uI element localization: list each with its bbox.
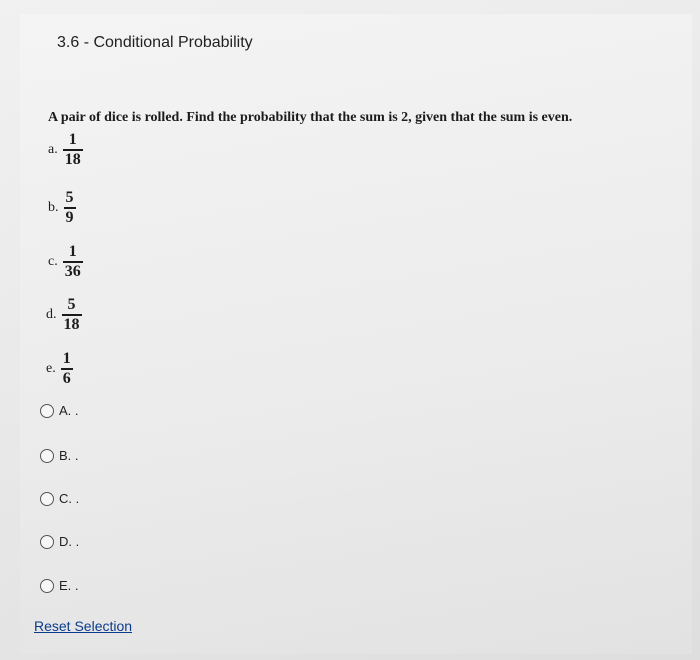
fraction-denominator: 36 — [64, 262, 81, 280]
option-label[interactable]: B. . — [59, 448, 79, 463]
radio-button[interactable] — [40, 579, 54, 593]
choice-d — [46, 297, 82, 333]
radio-button[interactable] — [40, 535, 54, 549]
fraction-numerator: 5 — [67, 296, 76, 313]
radio-button[interactable] — [40, 449, 54, 463]
reset-selection-link[interactable]: Reset Selection — [34, 618, 133, 634]
option-label[interactable]: E. . — [59, 578, 79, 593]
choice-letter: a. — [48, 141, 58, 157]
radio-button[interactable] — [40, 492, 54, 506]
choice-b — [48, 190, 76, 226]
fraction — [62, 297, 82, 333]
option-label[interactable]: A. . — [59, 403, 79, 418]
fraction-numerator: 1 — [68, 243, 77, 260]
radio-button[interactable] — [40, 404, 54, 418]
choice-c — [48, 244, 83, 280]
question-text: A pair of dice is rolled. Find the probability that the sum is 2, given that the sum is even. — [48, 110, 573, 125]
option-a[interactable] — [40, 403, 79, 418]
option-d[interactable] — [40, 534, 79, 549]
option-c[interactable] — [40, 491, 79, 506]
fraction — [61, 351, 73, 387]
fraction — [63, 244, 83, 280]
fraction-numerator: 1 — [62, 350, 71, 367]
fraction — [64, 190, 76, 226]
choice-e — [46, 351, 73, 387]
choice-letter: c. — [48, 253, 58, 269]
choice-letter: e. — [46, 360, 56, 376]
fraction-denominator: 18 — [64, 150, 81, 168]
fraction-numerator: 5 — [65, 189, 74, 206]
fraction-denominator: 6 — [62, 369, 71, 387]
fraction — [63, 132, 83, 168]
option-e[interactable] — [40, 578, 79, 593]
fraction-numerator: 1 — [68, 131, 77, 148]
choice-letter: d. — [46, 306, 57, 322]
choice-a — [48, 132, 83, 168]
option-label[interactable]: C. . — [59, 491, 80, 506]
page-title: 3.6 - Conditional Probability — [57, 34, 253, 51]
fraction-denominator: 18 — [63, 315, 80, 333]
fraction-denominator: 9 — [65, 208, 74, 226]
option-label[interactable]: D. . — [59, 534, 80, 549]
choice-letter: b. — [48, 199, 59, 215]
option-b[interactable] — [40, 448, 79, 463]
